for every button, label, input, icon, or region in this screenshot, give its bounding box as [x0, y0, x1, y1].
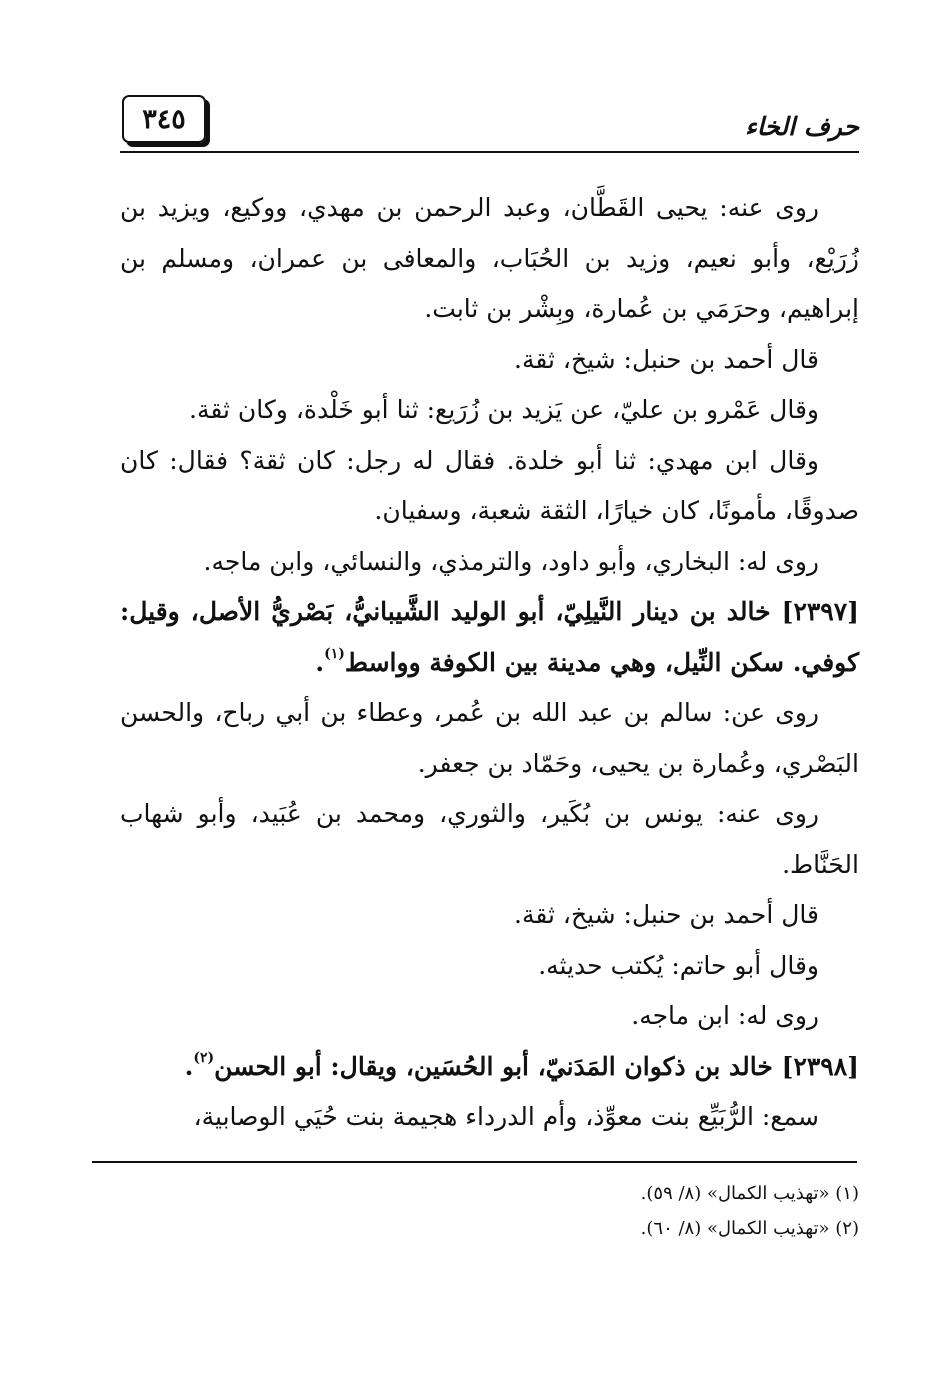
paragraph: روى له: البخاري، وأبو داود، والترمذي، والنسائي، وابن ماجه. — [203, 546, 819, 576]
paragraph: وقال ابن مهدي: ثنا أبو خلدة. فقال له رجل: كان ثقة؟ فقال: كان صدوقًا، مأمونًا، كان خيارًا، الثقة شعبة، وسفيان. — [120, 445, 859, 525]
entry-title: خالد بن دينار النَّيلِيّ، أبو الوليد الشَّيبانيُّ، بَصْريُّ الأصل، وقيل: كوفي. سكن النِّيل، وهي مدينة بين الكوفة وواسط — [120, 597, 859, 677]
page-number-box — [122, 95, 206, 143]
page-body — [120, 183, 859, 1143]
header-rule — [120, 151, 859, 153]
paragraph: سمع: الرُّبَيِّع بنت معوِّذ، وأم الدرداء هجيمة بنت حُيَي الوصابية، — [193, 1102, 819, 1131]
entry-number: [٢٣٩٨] — [781, 1051, 859, 1081]
entry-title: خالد بن ذكوان المَدَنيّ، أبو الحُسَين، ويقال: أبو الحسن — [214, 1051, 773, 1081]
footnote-ref: (٢) — [193, 1050, 215, 1067]
footnote: (٢) «تهذيب الكمال» (٨/ ٦٠). — [640, 1218, 859, 1239]
paragraph: روى له: ابن ماجه. — [631, 1001, 819, 1030]
paragraph: قال أحمد بن حنبل: شيخ، ثقة. — [514, 344, 819, 374]
running-title: حرف الخاء — [745, 112, 859, 141]
footnote: (١) «تهذيب الكمال» (٨/ ٥٩). — [640, 1183, 859, 1204]
entry-heading: [٢٣٩٧] خالد بن دينار النَّيلِيّ، أبو الوليد الشَّيبانيُّ، بَصْريُّ الأصل، وقيل: كوفي. سكن النِّيل، وهي مدينة بين الكوفة وواسط$^{(١)}$. — [120, 597, 859, 677]
paragraph: وقال عَمْرو بن عليّ، عن يَزيد بن زُرَيع: ثنا أبو خَلْدة، وكان ثقة. — [189, 395, 819, 424]
footnotes — [120, 1176, 859, 1246]
paragraph: روى عنه: يحيى القَطَّان، وعبد الرحمن بن مهدي، ووكيع، ويزيد بن زُرَيْع، وأبو نعيم، وزيد بن الحُبَاب، والمعافى بن عمران، ومسلم بن إبراهيم، وحرَمَي بن عُمارة، وبِشْر بن ثابت. — [120, 193, 859, 323]
paragraph: روى عنه: يونس بن بُكَير، والثوري، ومحمد بن عُبَيد، وأبو شهاب الحَنَّاط. — [120, 799, 859, 879]
entry-heading: [٢٣٩٨] خالد بن ذكوان المَدَنيّ، أبو الحُسَين، ويقال: أبو الحسن$^{(٢)}$. — [184, 1050, 859, 1081]
entry-number: [٢٣٩٧] — [781, 597, 859, 626]
paragraph: وقال أبو حاتم: يُكتب حديثه. — [538, 950, 819, 980]
paragraph: قال أحمد بن حنبل: شيخ، ثقة. — [514, 900, 819, 929]
footnote-ref: (١) — [324, 646, 345, 663]
footnote-rule — [92, 1161, 857, 1163]
paragraph: روى عن: سالم بن عبد الله بن عُمر، وعطاء بن أبي رباح، والحسن البَصْري، وعُمارة بن يحيى، وحَمّاد بن جعفر. — [120, 698, 859, 778]
page-number: ٣٤٥ — [142, 103, 186, 135]
